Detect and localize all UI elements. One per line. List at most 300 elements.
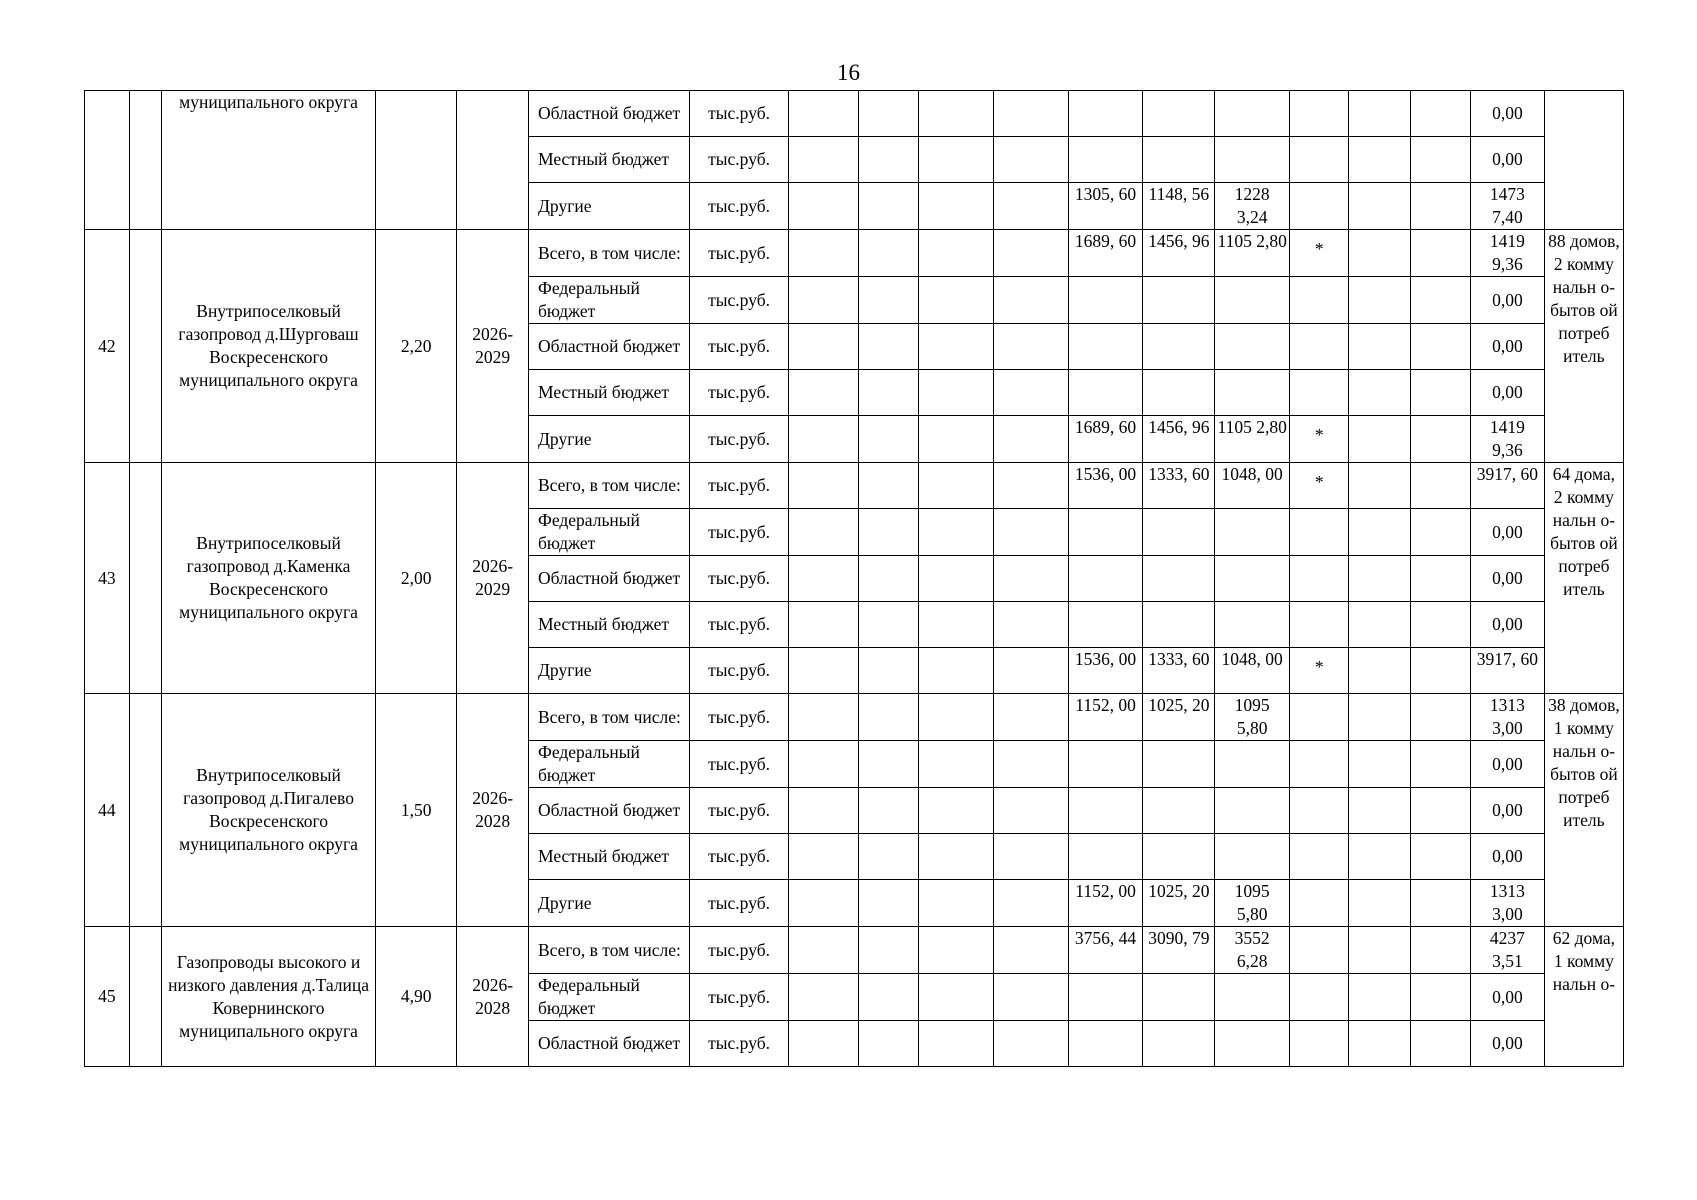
total-cell: 0,00 bbox=[1471, 788, 1545, 834]
funding-source-cell: Областной бюджет bbox=[529, 91, 690, 137]
value-2028-cell bbox=[1215, 137, 1290, 183]
funding-source-cell: Другие bbox=[529, 880, 690, 927]
empty-cell bbox=[788, 277, 858, 324]
value-2029-cell bbox=[1290, 788, 1349, 834]
result-cell: 64 дома, 2 комму нальн о- бытов ой потреб итель bbox=[1544, 463, 1623, 694]
empty-cell bbox=[788, 324, 858, 370]
empty-cell bbox=[993, 834, 1068, 880]
value-2028-cell bbox=[1215, 741, 1290, 788]
unit-cell: тыс.руб. bbox=[690, 137, 789, 183]
value-2029-cell: * bbox=[1290, 463, 1349, 509]
years-cell: 2026- 2029 bbox=[457, 230, 529, 463]
value-2027-cell bbox=[1143, 741, 1215, 788]
empty-cell bbox=[788, 230, 858, 277]
funding-source-cell: Областной бюджет bbox=[529, 324, 690, 370]
value-2027-cell bbox=[1143, 277, 1215, 324]
table-row bbox=[85, 927, 1624, 974]
empty-cell bbox=[1410, 370, 1470, 416]
value-2028-cell: 1105 2,80 bbox=[1215, 416, 1290, 463]
empty-cell bbox=[993, 370, 1068, 416]
empty-cell bbox=[918, 741, 993, 788]
empty-cell bbox=[918, 509, 993, 556]
result-cell: 88 домов, 2 комму нальн о- бытов ой потреб итель bbox=[1544, 230, 1623, 463]
empty-cell bbox=[788, 416, 858, 463]
unit-cell: тыс.руб. bbox=[690, 416, 789, 463]
empty-cell bbox=[918, 183, 993, 230]
value-2027-cell bbox=[1143, 1021, 1215, 1067]
value-2027-cell: 1333, 60 bbox=[1143, 648, 1215, 694]
empty-cell bbox=[1410, 137, 1470, 183]
empty-cell bbox=[918, 834, 993, 880]
funding-source-cell: Другие bbox=[529, 648, 690, 694]
value-2028-cell: 1048, 00 bbox=[1215, 463, 1290, 509]
funding-source-cell: Федеральный бюджет bbox=[529, 741, 690, 788]
table-row bbox=[85, 230, 1624, 277]
empty-cell bbox=[858, 788, 918, 834]
value-2027-cell bbox=[1143, 137, 1215, 183]
empty-cell bbox=[858, 277, 918, 324]
value-2029-cell: * bbox=[1290, 648, 1349, 694]
empty-cell bbox=[1349, 137, 1410, 183]
empty-cell bbox=[993, 694, 1068, 741]
empty-cell bbox=[858, 880, 918, 927]
total-cell: 3917, 60 bbox=[1471, 648, 1545, 694]
funding-source-cell: Федеральный бюджет bbox=[529, 509, 690, 556]
total-cell: 0,00 bbox=[1471, 370, 1545, 416]
length-cell bbox=[376, 91, 457, 230]
empty-cell bbox=[1410, 694, 1470, 741]
empty-cell bbox=[993, 324, 1068, 370]
empty-cell bbox=[918, 602, 993, 648]
empty-cell bbox=[918, 137, 993, 183]
value-2029-cell bbox=[1290, 91, 1349, 137]
unit-cell: тыс.руб. bbox=[690, 324, 789, 370]
unit-cell: тыс.руб. bbox=[690, 370, 789, 416]
value-2029-cell bbox=[1290, 880, 1349, 927]
empty-cell bbox=[858, 137, 918, 183]
unit-cell: тыс.руб. bbox=[690, 694, 789, 741]
value-2029-cell bbox=[1290, 1021, 1349, 1067]
empty-cell bbox=[918, 880, 993, 927]
empty-cell bbox=[1349, 324, 1410, 370]
value-2026-cell: 1152, 00 bbox=[1068, 694, 1143, 741]
empty-cell bbox=[1410, 602, 1470, 648]
value-2027-cell: 1025, 20 bbox=[1143, 694, 1215, 741]
value-2026-cell: 1305, 60 bbox=[1068, 183, 1143, 230]
unit-cell: тыс.руб. bbox=[690, 556, 789, 602]
funding-source-cell: Другие bbox=[529, 183, 690, 230]
item-number-cell: 42 bbox=[85, 230, 130, 463]
unit-cell: тыс.руб. bbox=[690, 602, 789, 648]
empty-cell bbox=[858, 463, 918, 509]
value-2027-cell: 1148, 56 bbox=[1143, 183, 1215, 230]
value-2029-cell bbox=[1290, 602, 1349, 648]
total-cell: 0,00 bbox=[1471, 277, 1545, 324]
empty-cell bbox=[858, 370, 918, 416]
empty-cell bbox=[993, 648, 1068, 694]
empty-cell bbox=[129, 927, 161, 1067]
value-2029-cell: * bbox=[1290, 230, 1349, 277]
empty-cell bbox=[1349, 91, 1410, 137]
funding-source-cell: Всего, в том числе: bbox=[529, 230, 690, 277]
empty-cell bbox=[1349, 648, 1410, 694]
unit-cell: тыс.руб. bbox=[690, 1021, 789, 1067]
unit-cell: тыс.руб. bbox=[690, 974, 789, 1021]
total-cell: 0,00 bbox=[1471, 741, 1545, 788]
result-cell: 62 дома, 1 комму нальн о- bbox=[1544, 927, 1623, 1067]
value-2029-cell bbox=[1290, 974, 1349, 1021]
value-2028-cell bbox=[1215, 834, 1290, 880]
value-2028-cell: 1228 3,24 bbox=[1215, 183, 1290, 230]
empty-cell bbox=[858, 694, 918, 741]
years-cell: 2026- 2028 bbox=[457, 694, 529, 927]
years-cell: 2026- 2028 bbox=[457, 927, 529, 1067]
total-cell: 0,00 bbox=[1471, 324, 1545, 370]
value-2026-cell bbox=[1068, 788, 1143, 834]
object-name-cell: муниципального округа bbox=[161, 91, 375, 230]
value-2029-cell bbox=[1290, 137, 1349, 183]
empty-cell bbox=[993, 741, 1068, 788]
empty-cell bbox=[1410, 463, 1470, 509]
empty-cell bbox=[1349, 1021, 1410, 1067]
length-cell: 2,00 bbox=[376, 463, 457, 694]
empty-cell bbox=[858, 602, 918, 648]
value-2028-cell: 1095 5,80 bbox=[1215, 880, 1290, 927]
empty-cell bbox=[788, 834, 858, 880]
value-2027-cell bbox=[1143, 324, 1215, 370]
empty-cell bbox=[1410, 974, 1470, 1021]
empty-cell bbox=[1410, 324, 1470, 370]
value-2027-cell: 1456, 96 bbox=[1143, 416, 1215, 463]
empty-cell bbox=[1349, 834, 1410, 880]
value-2026-cell: 1689, 60 bbox=[1068, 230, 1143, 277]
funding-source-cell: Всего, в том числе: bbox=[529, 927, 690, 974]
value-2026-cell bbox=[1068, 137, 1143, 183]
empty-cell bbox=[993, 880, 1068, 927]
empty-cell bbox=[858, 927, 918, 974]
empty-cell bbox=[1410, 834, 1470, 880]
total-cell: 1419 9,36 bbox=[1471, 230, 1545, 277]
empty-cell bbox=[1349, 880, 1410, 927]
empty-cell bbox=[1349, 509, 1410, 556]
value-2029-cell bbox=[1290, 694, 1349, 741]
empty-cell bbox=[918, 788, 993, 834]
value-2027-cell: 1333, 60 bbox=[1143, 463, 1215, 509]
total-cell: 0,00 bbox=[1471, 137, 1545, 183]
empty-cell bbox=[1410, 509, 1470, 556]
total-cell: 1473 7,40 bbox=[1471, 183, 1545, 230]
value-2029-cell bbox=[1290, 324, 1349, 370]
empty-cell bbox=[1349, 416, 1410, 463]
value-2029-cell bbox=[1290, 509, 1349, 556]
funding-source-cell: Местный бюджет bbox=[529, 370, 690, 416]
empty-cell bbox=[788, 463, 858, 509]
empty-cell bbox=[918, 91, 993, 137]
empty-cell bbox=[858, 741, 918, 788]
funding-source-cell: Местный бюджет bbox=[529, 602, 690, 648]
funding-source-cell: Федеральный бюджет bbox=[529, 277, 690, 324]
value-2026-cell bbox=[1068, 1021, 1143, 1067]
object-name-cell: Внутрипоселковый газопровод д.Шурговаш Воскресенского муниципального округа bbox=[161, 230, 375, 463]
empty-cell bbox=[993, 509, 1068, 556]
empty-cell bbox=[858, 416, 918, 463]
unit-cell: тыс.руб. bbox=[690, 648, 789, 694]
value-2029-cell bbox=[1290, 277, 1349, 324]
value-2029-cell bbox=[1290, 370, 1349, 416]
empty-cell bbox=[993, 788, 1068, 834]
value-2026-cell bbox=[1068, 556, 1143, 602]
value-2028-cell bbox=[1215, 509, 1290, 556]
total-cell: 3917, 60 bbox=[1471, 463, 1545, 509]
empty-cell bbox=[129, 91, 161, 230]
unit-cell: тыс.руб. bbox=[690, 741, 789, 788]
value-2028-cell bbox=[1215, 788, 1290, 834]
value-2026-cell bbox=[1068, 277, 1143, 324]
value-2028-cell: 3552 6,28 bbox=[1215, 927, 1290, 974]
value-2028-cell bbox=[1215, 602, 1290, 648]
empty-cell bbox=[858, 556, 918, 602]
total-cell: 0,00 bbox=[1471, 556, 1545, 602]
total-cell: 0,00 bbox=[1471, 509, 1545, 556]
value-2028-cell bbox=[1215, 91, 1290, 137]
result-cell bbox=[1544, 91, 1623, 230]
unit-cell: тыс.руб. bbox=[690, 91, 789, 137]
unit-cell: тыс.руб. bbox=[690, 834, 789, 880]
empty-cell bbox=[858, 1021, 918, 1067]
empty-cell bbox=[918, 463, 993, 509]
empty-cell bbox=[788, 741, 858, 788]
item-number-cell bbox=[85, 91, 130, 230]
funding-source-cell: Местный бюджет bbox=[529, 137, 690, 183]
object-name-cell: Внутрипоселковый газопровод д.Каменка Воскресенского муниципального округа bbox=[161, 463, 375, 694]
total-cell: 0,00 bbox=[1471, 602, 1545, 648]
total-cell: 0,00 bbox=[1471, 91, 1545, 137]
empty-cell bbox=[993, 556, 1068, 602]
table-row bbox=[85, 91, 1624, 137]
total-cell: 1313 3,00 bbox=[1471, 880, 1545, 927]
funding-source-cell: Всего, в том числе: bbox=[529, 463, 690, 509]
value-2027-cell: 1456, 96 bbox=[1143, 230, 1215, 277]
empty-cell bbox=[858, 974, 918, 1021]
empty-cell bbox=[1410, 183, 1470, 230]
total-cell: 4237 3,51 bbox=[1471, 927, 1545, 974]
empty-cell bbox=[1349, 602, 1410, 648]
unit-cell: тыс.руб. bbox=[690, 880, 789, 927]
empty-cell bbox=[1410, 230, 1470, 277]
empty-cell bbox=[788, 370, 858, 416]
total-cell: 0,00 bbox=[1471, 1021, 1545, 1067]
value-2028-cell bbox=[1215, 277, 1290, 324]
empty-cell bbox=[858, 324, 918, 370]
total-cell: 1419 9,36 bbox=[1471, 416, 1545, 463]
empty-cell bbox=[858, 509, 918, 556]
value-2026-cell: 3756, 44 bbox=[1068, 927, 1143, 974]
value-2028-cell bbox=[1215, 556, 1290, 602]
empty-cell bbox=[129, 463, 161, 694]
empty-cell bbox=[993, 230, 1068, 277]
empty-cell bbox=[788, 694, 858, 741]
value-2027-cell: 1025, 20 bbox=[1143, 880, 1215, 927]
empty-cell bbox=[918, 277, 993, 324]
empty-cell bbox=[918, 1021, 993, 1067]
empty-cell bbox=[129, 230, 161, 463]
value-2028-cell: 1105 2,80 bbox=[1215, 230, 1290, 277]
empty-cell bbox=[1349, 927, 1410, 974]
empty-cell bbox=[1410, 1021, 1470, 1067]
value-2027-cell bbox=[1143, 834, 1215, 880]
funding-source-cell: Областной бюджет bbox=[529, 788, 690, 834]
value-2028-cell: 1048, 00 bbox=[1215, 648, 1290, 694]
empty-cell bbox=[918, 324, 993, 370]
value-2026-cell: 1536, 00 bbox=[1068, 463, 1143, 509]
value-2026-cell bbox=[1068, 602, 1143, 648]
empty-cell bbox=[993, 1021, 1068, 1067]
empty-cell bbox=[788, 602, 858, 648]
empty-cell bbox=[858, 648, 918, 694]
item-number-cell: 45 bbox=[85, 927, 130, 1067]
empty-cell bbox=[788, 927, 858, 974]
funding-source-cell: Областной бюджет bbox=[529, 556, 690, 602]
total-cell: 0,00 bbox=[1471, 834, 1545, 880]
empty-cell bbox=[993, 91, 1068, 137]
empty-cell bbox=[1410, 788, 1470, 834]
empty-cell bbox=[858, 834, 918, 880]
empty-cell bbox=[1410, 416, 1470, 463]
unit-cell: тыс.руб. bbox=[690, 277, 789, 324]
value-2026-cell bbox=[1068, 974, 1143, 1021]
empty-cell bbox=[993, 974, 1068, 1021]
value-2027-cell bbox=[1143, 788, 1215, 834]
empty-cell bbox=[918, 927, 993, 974]
empty-cell bbox=[918, 648, 993, 694]
empty-cell bbox=[993, 463, 1068, 509]
value-2029-cell bbox=[1290, 927, 1349, 974]
value-2028-cell bbox=[1215, 974, 1290, 1021]
empty-cell bbox=[1349, 788, 1410, 834]
empty-cell bbox=[993, 602, 1068, 648]
length-cell: 2,20 bbox=[376, 230, 457, 463]
empty-cell bbox=[993, 927, 1068, 974]
empty-cell bbox=[1349, 183, 1410, 230]
empty-cell bbox=[129, 694, 161, 927]
empty-cell bbox=[788, 183, 858, 230]
empty-cell bbox=[788, 880, 858, 927]
result-cell: 38 домов, 1 комму нальн о- бытов ой потреб итель bbox=[1544, 694, 1623, 927]
object-name-cell: Внутрипоселковый газопровод д.Пигалево Воскресенского муниципального округа bbox=[161, 694, 375, 927]
unit-cell: тыс.руб. bbox=[690, 463, 789, 509]
empty-cell bbox=[788, 91, 858, 137]
empty-cell bbox=[1410, 927, 1470, 974]
empty-cell bbox=[858, 230, 918, 277]
empty-cell bbox=[918, 230, 993, 277]
empty-cell bbox=[993, 416, 1068, 463]
value-2029-cell bbox=[1290, 556, 1349, 602]
empty-cell bbox=[1410, 277, 1470, 324]
budget-table bbox=[84, 90, 1624, 1067]
empty-cell bbox=[1349, 741, 1410, 788]
empty-cell bbox=[1410, 556, 1470, 602]
total-cell: 1313 3,00 bbox=[1471, 694, 1545, 741]
value-2028-cell bbox=[1215, 370, 1290, 416]
empty-cell bbox=[788, 648, 858, 694]
value-2026-cell bbox=[1068, 834, 1143, 880]
funding-source-cell: Местный бюджет bbox=[529, 834, 690, 880]
empty-cell bbox=[788, 788, 858, 834]
empty-cell bbox=[858, 183, 918, 230]
empty-cell bbox=[1410, 741, 1470, 788]
empty-cell bbox=[1349, 370, 1410, 416]
empty-cell bbox=[1410, 648, 1470, 694]
empty-cell bbox=[993, 277, 1068, 324]
empty-cell bbox=[788, 1021, 858, 1067]
unit-cell: тыс.руб. bbox=[690, 230, 789, 277]
empty-cell bbox=[788, 556, 858, 602]
empty-cell bbox=[1349, 974, 1410, 1021]
length-cell: 1,50 bbox=[376, 694, 457, 927]
funding-source-cell: Всего, в том числе: bbox=[529, 694, 690, 741]
value-2026-cell: 1536, 00 bbox=[1068, 648, 1143, 694]
empty-cell bbox=[1349, 277, 1410, 324]
value-2027-cell bbox=[1143, 602, 1215, 648]
empty-cell bbox=[918, 370, 993, 416]
unit-cell: тыс.руб. bbox=[690, 927, 789, 974]
years-cell bbox=[457, 91, 529, 230]
empty-cell bbox=[1349, 463, 1410, 509]
empty-cell bbox=[993, 137, 1068, 183]
value-2026-cell bbox=[1068, 91, 1143, 137]
table-row bbox=[85, 694, 1624, 741]
funding-source-cell: Федеральный бюджет bbox=[529, 974, 690, 1021]
unit-cell: тыс.руб. bbox=[690, 788, 789, 834]
unit-cell: тыс.руб. bbox=[690, 183, 789, 230]
empty-cell bbox=[788, 509, 858, 556]
item-number-cell: 44 bbox=[85, 694, 130, 927]
empty-cell bbox=[918, 694, 993, 741]
value-2028-cell bbox=[1215, 324, 1290, 370]
value-2027-cell bbox=[1143, 91, 1215, 137]
value-2029-cell: * bbox=[1290, 416, 1349, 463]
years-cell: 2026- 2029 bbox=[457, 463, 529, 694]
value-2027-cell: 3090, 79 bbox=[1143, 927, 1215, 974]
value-2029-cell bbox=[1290, 741, 1349, 788]
empty-cell bbox=[918, 556, 993, 602]
empty-cell bbox=[788, 137, 858, 183]
value-2028-cell bbox=[1215, 1021, 1290, 1067]
funding-source-cell: Другие bbox=[529, 416, 690, 463]
empty-cell bbox=[993, 183, 1068, 230]
empty-cell bbox=[1410, 880, 1470, 927]
value-2026-cell bbox=[1068, 741, 1143, 788]
value-2029-cell bbox=[1290, 834, 1349, 880]
value-2027-cell bbox=[1143, 370, 1215, 416]
value-2026-cell: 1152, 00 bbox=[1068, 880, 1143, 927]
page-number: 16 bbox=[837, 60, 860, 85]
object-name-cell: Газопроводы высокого и низкого давления д.Талица Ковернинского муниципального округа bbox=[161, 927, 375, 1067]
empty-cell bbox=[1410, 91, 1470, 137]
value-2029-cell bbox=[1290, 183, 1349, 230]
total-cell: 0,00 bbox=[1471, 974, 1545, 1021]
length-cell: 4,90 bbox=[376, 927, 457, 1067]
empty-cell bbox=[1349, 556, 1410, 602]
value-2027-cell bbox=[1143, 556, 1215, 602]
value-2028-cell: 1095 5,80 bbox=[1215, 694, 1290, 741]
item-number-cell: 43 bbox=[85, 463, 130, 694]
empty-cell bbox=[918, 416, 993, 463]
value-2026-cell bbox=[1068, 324, 1143, 370]
value-2026-cell bbox=[1068, 370, 1143, 416]
empty-cell bbox=[918, 974, 993, 1021]
value-2027-cell bbox=[1143, 509, 1215, 556]
